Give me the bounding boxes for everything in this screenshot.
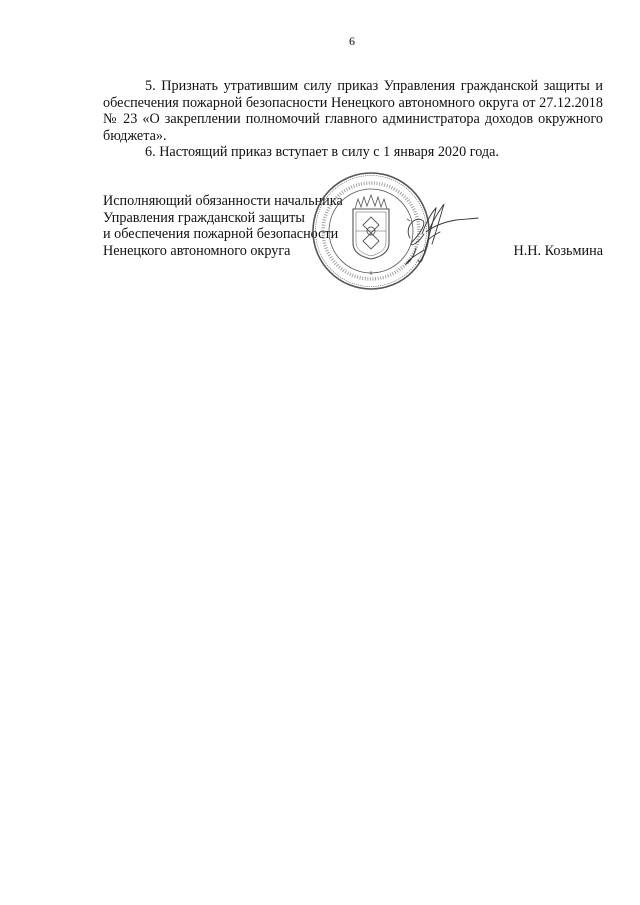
signature-block	[103, 193, 603, 259]
signatory-position-line-1: Исполняющий обязанности начальника	[103, 193, 343, 209]
signatory-position-line-2: Управления гражданской защиты	[103, 209, 305, 226]
signatory-position-line-4: Ненецкого автономного округа	[103, 242, 291, 259]
signatory-position-line-3: и обеспечения пожарной безопасности	[103, 226, 339, 242]
paragraph-6: 6. Настоящий приказ вступает в силу с 1 января 2020 года.	[145, 144, 499, 160]
signatory-name: Н.Н. Козьмина	[513, 242, 603, 259]
document-body	[103, 78, 603, 161]
page-number: 6	[349, 34, 355, 48]
paragraph-5: 5. Признать утратившим силу приказ Управления гражданской защиты и обеспечения пожарной безопасности Ненецкого автономного округа от 27.12.2018 № 23 «О закреплении полномочий главного администратора доходов окружного бюджета».	[103, 78, 603, 144]
